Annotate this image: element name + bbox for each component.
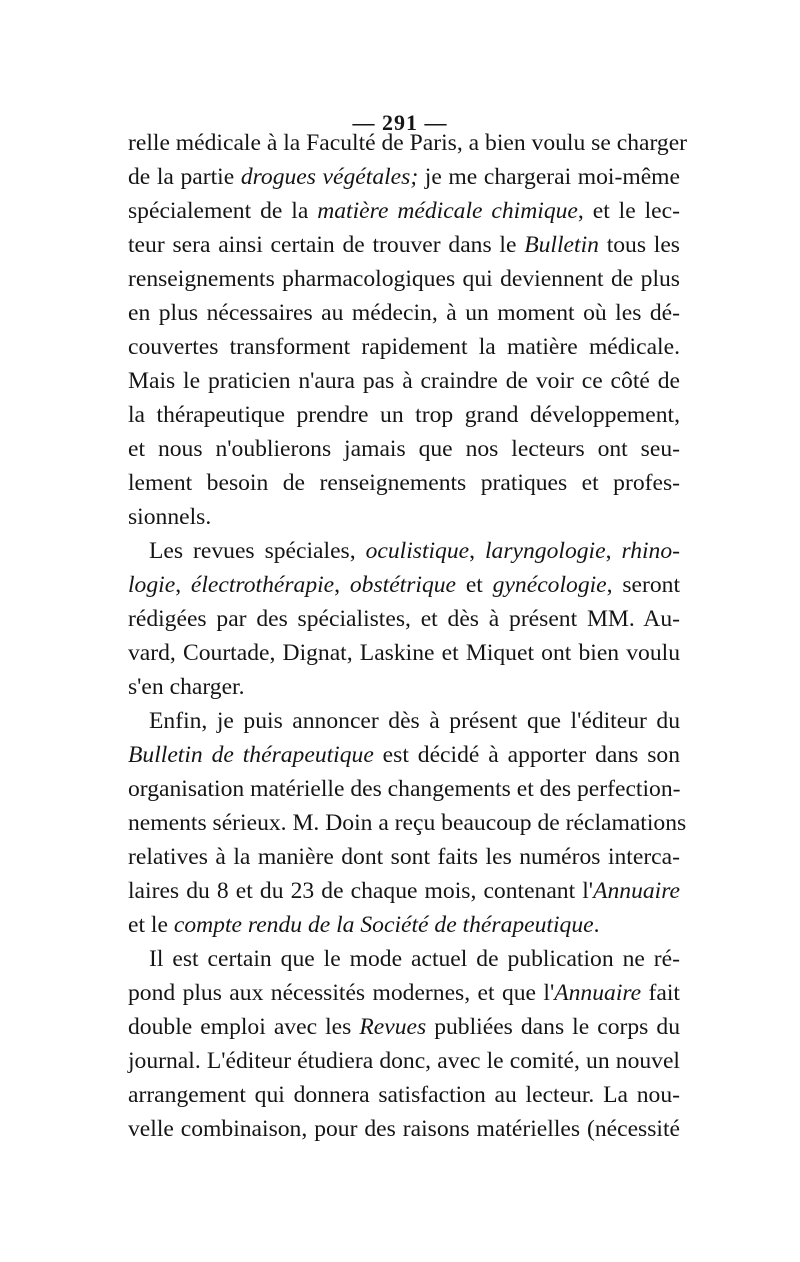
text-run: de la partie	[128, 164, 241, 190]
italic-text: rhino-	[621, 538, 680, 564]
text-run: et	[456, 572, 493, 598]
text-run: la thérapeutique prendre un trop grand développement,	[128, 402, 680, 428]
italic-text: logie	[128, 572, 176, 598]
text-line	[128, 738, 680, 772]
text-line	[128, 670, 680, 704]
text-line	[128, 942, 680, 976]
text-run: ,	[605, 538, 622, 564]
text-line	[128, 1010, 680, 1044]
text-run: .	[593, 912, 600, 938]
text-run: double emploi avec les	[128, 1014, 360, 1040]
text-line	[128, 500, 680, 534]
text-run: Mais le praticien n'aura pas à craindre de voir ce côté de	[128, 368, 680, 394]
text-run: sionnels.	[128, 504, 212, 530]
body-text	[128, 126, 688, 1146]
text-line	[128, 602, 680, 636]
italic-text: matière médicale chimique	[317, 198, 578, 224]
text-run: ,	[175, 572, 191, 598]
italic-text: gynécologie	[492, 572, 607, 598]
text-line	[128, 704, 680, 738]
italic-text: laryngologie	[485, 538, 606, 564]
text-run: spécialement de la	[128, 198, 318, 224]
text-run: , et le lec-	[577, 198, 680, 224]
text-run: velle combinaison, pour des raisons matérielles (nécessité	[128, 1116, 680, 1142]
text-run: et nous n'oublierons jamais que nos lecteurs ont seu-	[128, 436, 680, 462]
text-run: , seront	[606, 572, 680, 598]
text-line	[128, 1112, 680, 1146]
text-run: vard, Courtade, Dignat, Laskine et Miquet ont bien voulu	[128, 640, 680, 666]
text-run: journal. L'éditeur étudiera donc, avec le comité, un nouvel	[128, 1048, 680, 1074]
text-run: teur sera ainsi certain de trouver dans le	[128, 232, 525, 258]
text-run: je me chargerai moi-même	[418, 164, 680, 190]
text-run: et le	[128, 912, 174, 938]
text-line	[128, 772, 680, 806]
italic-text: Bulletin de thérapeutique	[128, 742, 374, 768]
italic-text: Annuaire	[593, 878, 680, 904]
text-run: nements sérieux. M. Doin a reçu beaucoup de réclamations	[128, 810, 687, 836]
text-run: Il est certain que le mode actuel de publication ne ré-	[149, 946, 680, 972]
text-run: publiées dans le corps du	[426, 1014, 681, 1040]
text-run: laires du 8 et du 23 de chaque mois, contenant l'	[128, 878, 594, 904]
text-run: couvertes transforment rapidement la matière médicale.	[128, 334, 680, 360]
text-line	[128, 908, 680, 942]
text-run: arrangement qui donnera satisfaction au lecteur. La nou-	[128, 1082, 680, 1108]
text-run: ,	[334, 572, 350, 598]
text-line	[128, 636, 680, 670]
text-line	[128, 432, 680, 466]
italic-text: électrothérapie	[190, 572, 335, 598]
text-line	[128, 568, 680, 602]
text-run: fait	[641, 980, 680, 1006]
text-run: s'en charger.	[128, 674, 245, 700]
text-run: renseignements pharmacologiques qui deviennent de plus	[128, 266, 680, 292]
text-run: relatives à la manière dont sont faits les numéros interca-	[128, 844, 680, 870]
text-run: rédigées par des spécialistes, et dès à présent MM. Au-	[128, 606, 680, 632]
text-line	[128, 1078, 680, 1112]
text-line	[128, 398, 680, 432]
text-run: est décidé à apporter dans son	[373, 742, 681, 768]
italic-text: Bulletin	[524, 232, 599, 258]
text-line	[128, 228, 680, 262]
text-line	[128, 194, 680, 228]
text-line	[128, 874, 680, 908]
text-run: ,	[469, 538, 485, 564]
italic-text: compte rendu de la Société de thérapeutique	[173, 912, 594, 938]
italic-text: Revues	[359, 1014, 427, 1040]
text-run: Les revues spéciales,	[149, 538, 366, 564]
text-line	[128, 840, 680, 874]
text-run: tous les	[598, 232, 680, 258]
text-line	[128, 296, 680, 330]
text-line	[128, 330, 680, 364]
text-run: Enfin, je puis annoncer dès à présent que l'éditeur du	[149, 708, 680, 734]
text-run: relle médicale à la Faculté de Paris, a bien voulu se charger	[128, 130, 688, 156]
page-number: — 291 —	[352, 110, 448, 135]
text-line	[128, 364, 680, 398]
text-line	[128, 1044, 680, 1078]
text-line	[128, 262, 680, 296]
text-run: lement besoin de renseignements pratiques et profes-	[128, 470, 680, 496]
text-line	[128, 976, 680, 1010]
text-line	[128, 806, 687, 840]
text-run: en plus nécessaires au médecin, à un moment où les dé-	[128, 300, 680, 326]
text-run: organisation matérielle des changements et des perfection-	[128, 776, 681, 802]
italic-text: drogues végétales;	[240, 164, 419, 190]
text-line	[128, 126, 688, 160]
italic-text: Annuaire	[554, 980, 642, 1006]
text-run: pond plus aux nécessités modernes, et que l'	[128, 980, 555, 1006]
text-line	[128, 466, 680, 500]
text-line	[128, 160, 680, 194]
italic-text: obstétrique	[349, 572, 457, 598]
text-line	[128, 534, 680, 568]
italic-text: oculistique	[365, 538, 470, 564]
